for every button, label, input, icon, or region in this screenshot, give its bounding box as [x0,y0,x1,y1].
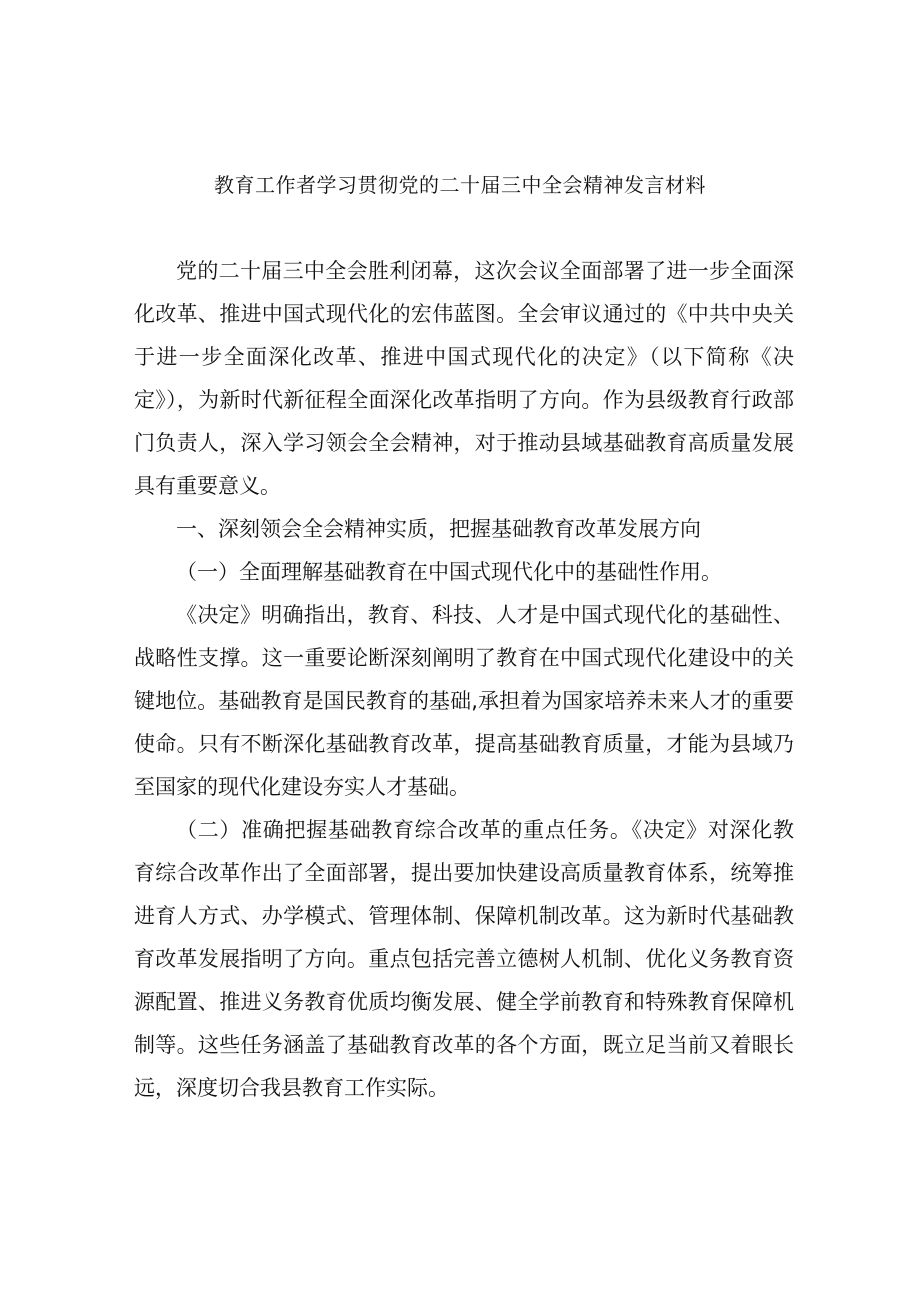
body-paragraph: 《决定》明确指出，教育、科技、人才是中国式现代化的基础性、战略性支撑。这一重要论断深刻阐明了教育在中国式现代化建设中的关键地位。基础教育是国民教育的基础,承担着为国家培养未来人才的重要使命。只有不断深化基础教育改革，提高基础教育质量，才能为县域乃至国家的现代化建设夯实人才基础。 [134,603,794,799]
document-title: 教育工作者学习贯彻党的二十届三中全会精神发言材料 [214,173,706,197]
subsection-paragraph-2: （二）准确把握基础教育综合改革的重点任务。《决定》对深化教育综合改革作出了全面部署，提出要加快建设高质量教育体系，统筹推进育人方式、办学模式、管理体制、保障机制改革。这为新时代基础教育改革发展指明了方向。重点包括完善立德树人机制、优化义务教育资源配置、推进义务教育优质均衡发展、健全学前教育和特殊教育保障机制等。这些任务涵盖了基础教育改革的各个方面，既立足当前又着眼长远，深度切合我县教育工作实际。 [134,818,794,1100]
document-body [134,250,794,1110]
intro-paragraph: 党的二十届三中全会胜利闭幕，这次会议全面部署了进一步全面深化改革、推进中国式现代化的宏伟蓝图。全会审议通过的《中共中央关于进一步全面深化改革、推进中国式现代化的决定》（以下简称《决定》），为新时代新征程全面深化改革指明了方向。作为县级教育行政部门负责人，深入学习领会全会精神，对于推动县域基础教育高质量发展具有重要意义。 [134,259,794,498]
section-heading-1: 一、深刻领会全会精神实质，把握基础教育改革发展方向 [176,517,701,541]
subsection-heading-1: （一）全面理解基础教育在中国式现代化中的基础性作用。 [176,560,722,584]
